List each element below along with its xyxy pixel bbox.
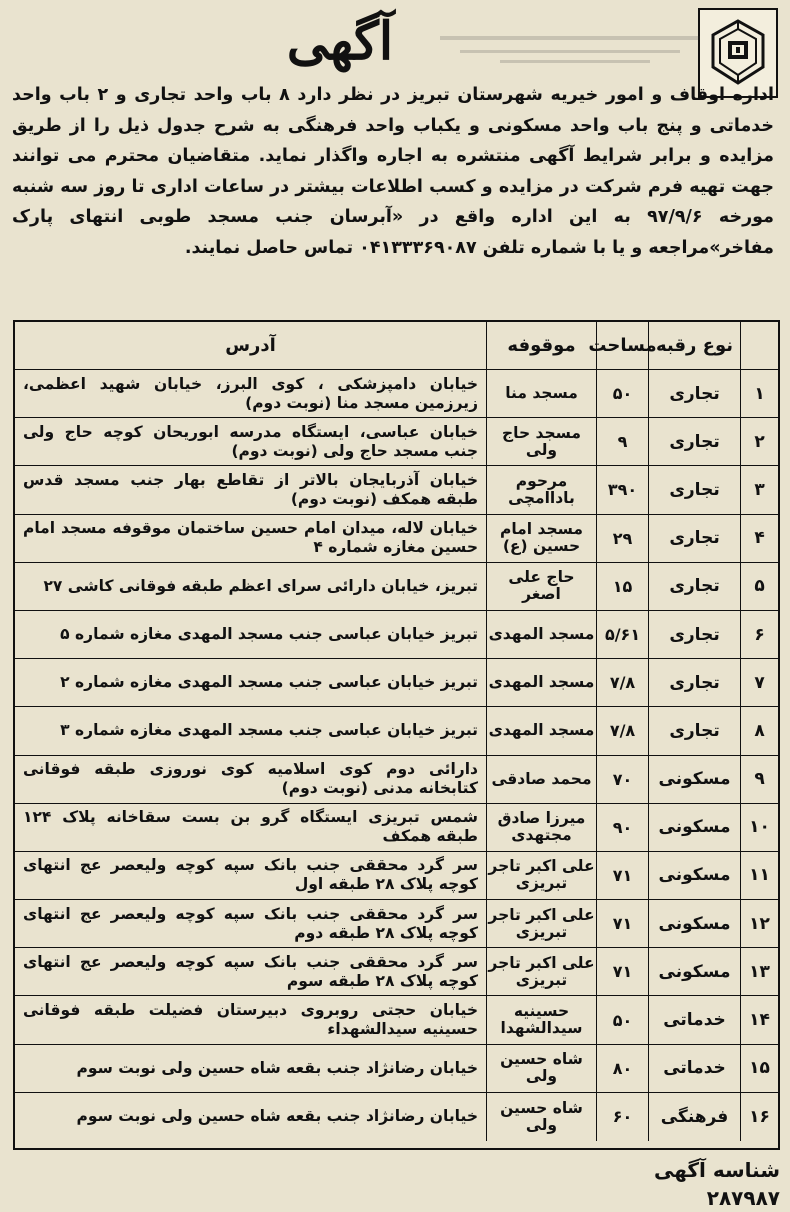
row-area: ۵/۶۱ (596, 611, 648, 658)
row-area: ۱۵ (596, 563, 648, 610)
row-owner: مسجد المهدی (486, 611, 596, 658)
row-owner: حاج علی اصغر (486, 563, 596, 610)
row-address: خیابان دامپزشکی ، کوی البرز، خیابان شهید اعظمی، زیرزمین مسجد منا (نوبت دوم) (23, 374, 478, 412)
row-num: ۱۲ (740, 900, 778, 947)
row-num: ۱۴ (740, 996, 778, 1043)
row-area: ۹۰ (596, 804, 648, 851)
row-num: ۱۱ (740, 852, 778, 899)
bleed-through-texture (440, 26, 700, 70)
header-area: مساحت (596, 322, 648, 369)
row-num: ۶ (740, 611, 778, 658)
header-type: نوع رقبه (648, 322, 740, 369)
row-num: ۱۶ (740, 1093, 778, 1141)
row-owner: میرزا صادق مجتهدی (486, 804, 596, 851)
row-type: تجاری (648, 466, 740, 513)
table-row (15, 948, 778, 996)
row-address: خیابان لاله، میدان امام حسین ساختمان موقوفه مسجد امام حسین مغازه شماره ۴ (23, 519, 478, 557)
row-area: ۶۰ (596, 1093, 648, 1141)
row-type: تجاری (648, 563, 740, 610)
row-num: ۸ (740, 707, 778, 754)
table-row (15, 611, 778, 659)
row-type: تجاری (648, 515, 740, 562)
row-address: سر گرد محققی جنب بانک سپه کوچه ولیعصر عج انتهای کوچه پلاک ۲۸ طبقه دوم (23, 904, 478, 942)
table-row (15, 466, 778, 514)
table-row (15, 370, 778, 418)
row-type: تجاری (648, 659, 740, 706)
row-address: سر گرد محققی جنب بانک سپه کوچه ولیعصر عج انتهای کوچه پلاک ۲۸ طبقه اول (23, 856, 478, 894)
row-type: تجاری (648, 611, 740, 658)
row-owner: حسینیه سیدالشهدا (486, 996, 596, 1043)
row-owner: علی اکبر تاجر تبریزی (486, 852, 596, 899)
row-address: خیابان آذربایجان بالاتر از تقاطع بهار جنب مسجد قدس طبقه همکف (نوبت دوم) (23, 470, 478, 508)
row-area: ۷۱ (596, 948, 648, 995)
header-num (740, 322, 778, 369)
row-type: مسکونی (648, 900, 740, 947)
row-owner: علی اکبر تاجر تبریزی (486, 948, 596, 995)
table-header-row (15, 322, 778, 370)
row-type: خدماتی (648, 1045, 740, 1092)
row-type: مسکونی (648, 804, 740, 851)
row-address: خیابان رضانژاد جنب بقعه شاه حسین ولی نوبت سوم (76, 1107, 478, 1126)
row-address: تبریز خیابان عباسی جنب مسجد المهدی مغازه شماره ۵ (60, 625, 478, 644)
row-area: ۵۰ (596, 996, 648, 1043)
row-area: ۲۹ (596, 515, 648, 562)
row-num: ۱۵ (740, 1045, 778, 1092)
row-area: ۸۰ (596, 1045, 648, 1092)
table-row (15, 515, 778, 563)
row-owner: شاه حسین ولی (486, 1045, 596, 1092)
header-address: آدرس (225, 335, 276, 356)
row-num: ۱۳ (740, 948, 778, 995)
ad-id-label: شناسه آگهی ۲۸۷۹۸۷ (653, 1158, 780, 1210)
row-address: سر گرد محققی جنب بانک سپه کوچه ولیعصر عج انتهای کوچه پلاک ۲۸ طبقه سوم (23, 952, 478, 990)
row-num: ۴ (740, 515, 778, 562)
row-address: تبریز خیابان عباسی جنب مسجد المهدی مغازه شماره ۲ (60, 673, 478, 692)
row-address: خیابان حجتی روبروی دبیرستان فضیلت طبقه فوقانی حسینیه سیدالشهداء (23, 1001, 478, 1039)
table-row (15, 1093, 778, 1141)
row-type: مسکونی (648, 756, 740, 803)
row-type: تجاری (648, 418, 740, 465)
row-owner: مسجد حاج ولی (486, 418, 596, 465)
row-area: ۷۱ (596, 900, 648, 947)
row-owner: مسجد المهدی (486, 707, 596, 754)
table-row (15, 659, 778, 707)
row-area: ۷۰ (596, 756, 648, 803)
row-address: دارائی دوم کوی اسلامیه کوی نوروزی طبقه فوقانی کتابخانه مدنی (نوبت دوم) (23, 760, 478, 798)
row-area: ۳۹۰ (596, 466, 648, 513)
table-row (15, 418, 778, 466)
row-type: مسکونی (648, 948, 740, 995)
table-row (15, 1045, 778, 1093)
row-num: ۲ (740, 418, 778, 465)
row-num: ۱۰ (740, 804, 778, 851)
row-owner: مسجد امام حسین (ع) (486, 515, 596, 562)
row-num: ۳ (740, 466, 778, 513)
row-area: ۷/۸ (596, 707, 648, 754)
table-row (15, 900, 778, 948)
page-title: آگهی (286, 11, 394, 72)
row-owner: علی اکبر تاجر تبریزی (486, 900, 596, 947)
row-num: ۷ (740, 659, 778, 706)
row-address: خیابان رضانژاد جنب بقعه شاه حسین ولی نوبت سوم (76, 1058, 478, 1077)
intro-paragraph: اداره اوقاف و امور خیریه شهرستان تبریز در نظر دارد ۸ باب واحد تجاری و ۲ باب واحد خدماتی و پنج باب واحد مسکونی و یکباب واحد فرهنگی به شرح جدول ذیل را از طریق مزایده و برابر شرایط آگهی منتشره به اجاره واگذار نماید. متقاضیان محترم می توانند جهت تهیه فرم شرکت در مزایده و کسب اطلاعات بیشتر در ساعات اداری تا روز سه شنبه مورخه ۹۷/۹/۶ به این اداره واقع در «آبرسان جنب مسجد طوبی انتهای پارک مفاخر»مراجعه و یا با شماره تلفن ۰۴۱۳۳۳۶۹۰۸۷ تماس حاصل نمایند. (12, 85, 774, 258)
row-owner: محمد صادقی (486, 756, 596, 803)
table-row (15, 756, 778, 804)
properties-table (13, 320, 780, 1150)
row-area: ۹ (596, 418, 648, 465)
table-row (15, 563, 778, 611)
row-area: ۷/۸ (596, 659, 648, 706)
table-row (15, 996, 778, 1044)
row-address: تبریز خیابان عباسی جنب مسجد المهدی مغازه شماره ۳ (60, 721, 478, 740)
row-type: خدماتی (648, 996, 740, 1043)
header-owner: موقوفه (486, 322, 596, 369)
row-owner: شاه حسین ولی (486, 1093, 596, 1141)
table-row (15, 707, 778, 755)
row-num: ۱ (740, 370, 778, 417)
row-address: خیابان عباسی، ایستگاه مدرسه ابوریحان کوچه حاج ولی جنب مسجد حاج ولی (نوبت دوم) (23, 422, 478, 460)
row-type: مسکونی (648, 852, 740, 899)
row-type: تجاری (648, 370, 740, 417)
row-address: شمس تبریزی ایستگاه گرو بن بست سقاخانه پلاک ۱۲۴ طبقه همکف (23, 808, 478, 846)
row-address: تبریز، خیابان دارائی سرای اعظم طبقه فوقانی کاشی ۲۷ (43, 576, 478, 595)
table-row (15, 852, 778, 900)
row-owner: مرحوم باداامچی (486, 466, 596, 513)
row-area: ۵۰ (596, 370, 648, 417)
row-type: فرهنگی (648, 1093, 740, 1141)
row-num: ۵ (740, 563, 778, 610)
table-row (15, 804, 778, 852)
row-owner: مسجد منا (486, 370, 596, 417)
row-area: ۷۱ (596, 852, 648, 899)
row-num: ۹ (740, 756, 778, 803)
row-type: تجاری (648, 707, 740, 754)
row-owner: مسجد المهدی (486, 659, 596, 706)
